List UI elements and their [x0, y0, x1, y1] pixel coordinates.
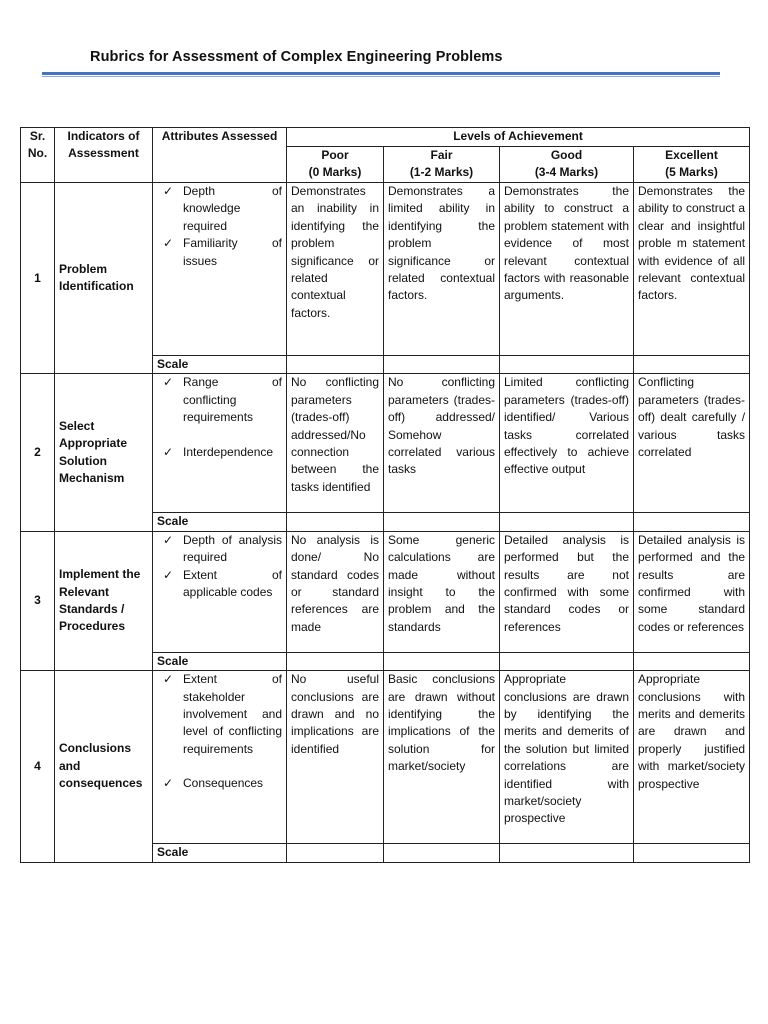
scale-cell-excellent: [634, 513, 750, 531]
table-row: [21, 531, 750, 652]
scale-cell-fair: [384, 356, 500, 374]
scale-cell-excellent: [634, 844, 750, 862]
cell-good: Limited conflicting parameters (trades-off) identified/ Various tasks correlated effectively to achieve effective output: [500, 374, 634, 513]
header-fair-marks: (1-2 Marks): [409, 165, 474, 180]
check-icon: ✓: [163, 236, 174, 251]
header-levels: Levels of Achievement: [287, 128, 750, 147]
cell-good: Detailed analysis is performed but the results are not confirmed with some standard codes or references: [500, 531, 634, 652]
header-good-label: Good: [550, 147, 583, 162]
scale-label: Scale: [153, 652, 287, 670]
header-poor-marks: (0 Marks): [308, 165, 362, 180]
scale-cell-poor: [287, 844, 384, 862]
scale-cell-good: [500, 513, 634, 531]
cell-good: Demonstrates the ability to construct a problem statement with evidence of most relevant contextual factors with reasonable arguments.: [500, 183, 634, 356]
cell-fair: Some generic calculations are made without insight to the problem and the standards: [384, 531, 500, 652]
check-icon: ✓: [163, 567, 174, 582]
row-sr-no: 2: [21, 374, 55, 531]
header-indicators: Indicators of Assessment: [55, 128, 153, 183]
header-good-marks: (3-4 Marks): [534, 165, 599, 180]
row-indicator: Implement the Relevant Standards / Procedures: [55, 531, 153, 670]
attribute-item: ✓ Consequences: [157, 775, 282, 792]
table-row: [21, 374, 750, 513]
cell-excellent: Detailed analysis is performed and the results are confirmed with some standard codes or references: [634, 531, 750, 652]
header-attributes: Attributes Assessed: [153, 128, 287, 183]
row-sr-no: 1: [21, 183, 55, 374]
cell-fair: No conflicting parameters (trades-off) addressed/ Somehow correlated various tasks: [384, 374, 500, 513]
row-sr-no: 4: [21, 671, 55, 862]
check-icon: ✓: [163, 444, 174, 459]
attribute-item: ✓ Extent of stakeholder involvement and level of conflicting requirements: [163, 672, 282, 756]
scale-cell-excellent: [634, 652, 750, 670]
table-row: [21, 671, 750, 844]
scale-label: Scale: [153, 356, 287, 374]
cell-poor: No conflicting parameters (trades-off) addressed/No connection between the tasks identified: [287, 374, 384, 513]
row-attributes: [153, 671, 287, 844]
scale-cell-good: [500, 652, 634, 670]
cell-excellent: Conflicting parameters (trades-off) dealt carefully / various tasks correlated: [634, 374, 750, 513]
header-excellent: [634, 146, 750, 182]
check-icon: ✓: [163, 532, 174, 547]
check-icon: ✓: [163, 184, 174, 198]
attribute-item: ✓ Interdependence: [157, 444, 282, 461]
row-sr-no: 3: [21, 531, 55, 670]
header-excellent-label: Excellent: [665, 147, 718, 162]
scale-cell-fair: [384, 513, 500, 531]
cell-poor: No analysis is done/ No standard codes or standard references are made: [287, 531, 384, 652]
cell-fair: Basic conclusions are drawn without identifying the implications of the solution for market/society: [384, 671, 500, 844]
row-attributes: [153, 531, 287, 652]
cell-excellent: Demonstrates the ability to construct a clear and insightful proble m statement with evidence of all relevant contextual factors.: [634, 183, 750, 356]
header-excellent-marks: (5 Marks): [665, 165, 718, 180]
attribute-item: ✓ Range of conflicting requirements: [163, 375, 282, 425]
scale-label: Scale: [153, 844, 287, 862]
scale-cell-fair: [384, 652, 500, 670]
cell-fair: Demonstrates a limited ability in identifying the problem significance or related contextual factors.: [384, 183, 500, 356]
scale-cell-fair: [384, 844, 500, 862]
row-indicator: Problem Identification: [55, 183, 153, 374]
page-title: Rubrics for Assessment of Complex Engineering Problems: [90, 49, 503, 65]
scale-cell-poor: [287, 513, 384, 531]
check-icon: ✓: [163, 375, 174, 390]
header-row-1: [21, 128, 750, 147]
header-fair-label: Fair: [430, 147, 453, 162]
cell-poor: Demonstrates an inability in identifying the problem significance or related contextual factors.: [287, 183, 384, 356]
row-attributes: [153, 374, 287, 513]
attribute-item: ✓ Familiarity of issues: [163, 236, 282, 268]
row-attributes: [153, 183, 287, 356]
scale-cell-good: [500, 356, 634, 374]
attribute-item: ✓ Depth of analysis required: [163, 532, 282, 565]
cell-good: Appropriate conclusions are drawn by identifying the merits and demerits of the solution but limited correlations are identified with market/society prospective: [500, 671, 634, 844]
scale-cell-poor: [287, 652, 384, 670]
attribute-item: ✓ Depth of knowledge required: [163, 184, 282, 233]
scale-cell-excellent: [634, 356, 750, 374]
header-poor-label: Poor: [321, 147, 349, 162]
row-indicator: Conclusions and consequences: [55, 671, 153, 862]
header-fair: [384, 146, 500, 182]
header-poor: [287, 146, 384, 182]
check-icon: ✓: [163, 776, 174, 791]
header-sr-no: Sr. No.: [21, 128, 55, 183]
scale-cell-poor: [287, 356, 384, 374]
cell-excellent: Appropriate conclusions with merits and demerits are drawn and properly justified with market/society prospective: [634, 671, 750, 844]
scale-cell-good: [500, 844, 634, 862]
rubric-table: [20, 127, 750, 863]
cell-poor: No useful conclusions are drawn and no implications are identified: [287, 671, 384, 844]
title-underline-thin: [42, 76, 720, 77]
title-underline: [42, 72, 720, 75]
check-icon: ✓: [163, 672, 174, 687]
attribute-item: ✓ Extent of applicable codes: [163, 567, 282, 600]
table-row: [21, 183, 750, 356]
header-good: [500, 146, 634, 182]
scale-label: Scale: [153, 513, 287, 531]
row-indicator: Select Appropriate Solution Mechanism: [55, 374, 153, 531]
